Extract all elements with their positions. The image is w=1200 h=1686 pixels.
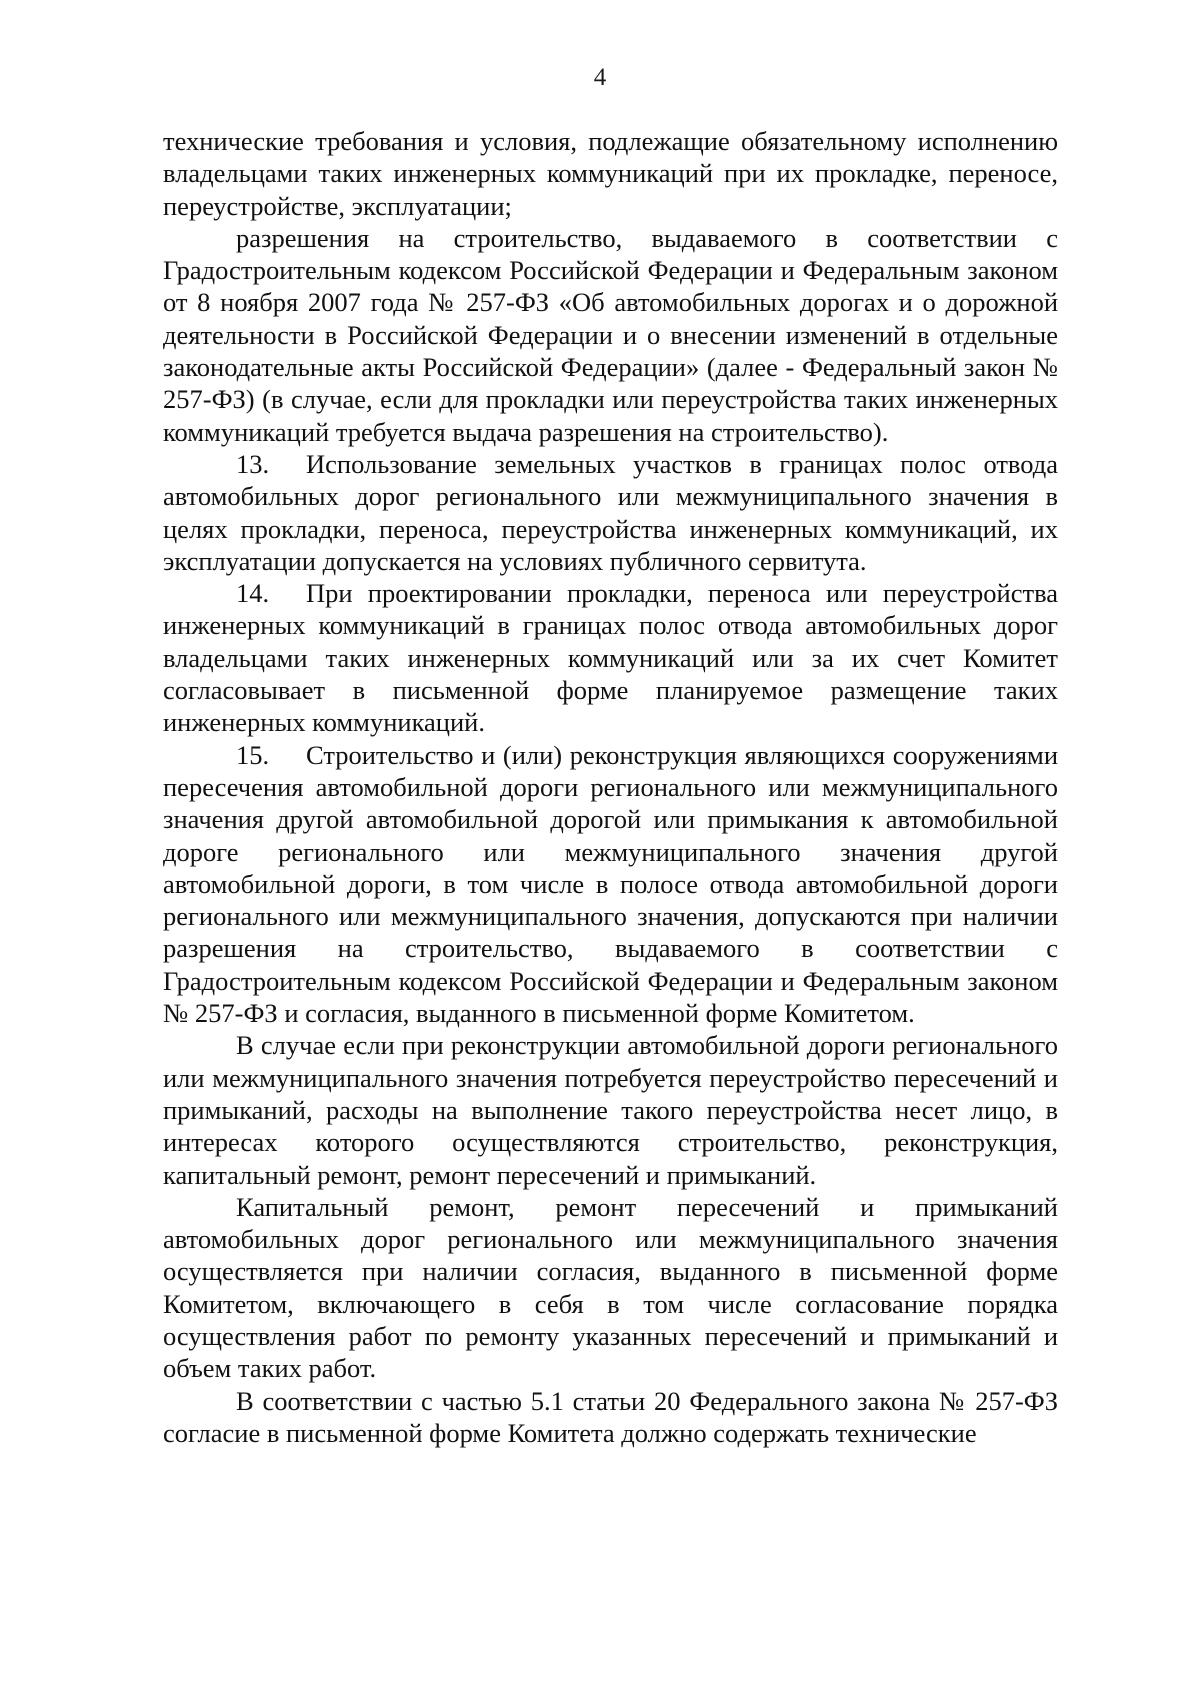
paragraph-text: Использование земельных участков в границах полос отвода автомобильных дорог регионального или межмуниципального значения в целях прокладки, переноса, переустройства инженерных коммуникаций, их эксплуатации допускается на условиях публичного сервитута. xyxy=(163,448,1058,576)
paragraph-building-permit: разрешения на строительство, выдаваемого в соответствии с Градостроительным кодексом Российской Федерации и Федеральным законом от 8 ноября 2007 года № 257-ФЗ «Об автомобильных дорогах и о дорожной деятельности в Российской Федерации и о внесении изменений в отдельные законодательные акты Российской Федерации» (далее - Федеральный закон № 257-ФЗ) (в случае, если для прокладки или переустройства таких инженерных коммуникаций требуется выдача разрешения на строительство). xyxy=(163,222,1058,447)
page-number: 4 xyxy=(593,64,607,91)
paragraph-consent-content: В соответствии с частью 5.1 статьи 20 Федерального закона № 257-ФЗ согласие в письменной форме Комитета должно содержать технические xyxy=(163,1385,1058,1448)
paragraph-reconstruction-costs: В случае если при реконструкции автомобильной дороги регионального или межмуниципального значения потребуется переустройство пересечений и примыканий, расходы на выполнение такого переустройства несет лицо, в интересах которого осуществляются строительство, реконструкция, капитальный ремонт, ремонт пересечений и примыканий. xyxy=(163,1030,1058,1190)
item-number: 15. xyxy=(236,739,270,770)
item-number: 14. xyxy=(236,578,270,609)
paragraph-text: Строительство и (или) реконструкция являющихся сооружениями пересечения автомобильной дороги регионального или межмуниципального значения другой автомобильной дорогой или примыкания к автомобильной дороге регионального или межмуниципального значения другой автомобильной дороги, в том числе в полосе отвода автомобильной дороги регионального или межмуниципального значения, допускаются при наличии разрешения на строительство, выдаваемого в соответствии с Градостроительным кодексом Российской Федерации и Федеральным законом № 257-ФЗ и согласия, выданного в письменной форме Комитетом. xyxy=(163,739,1058,1029)
document-body xyxy=(163,125,1058,1449)
paragraph-14 xyxy=(163,577,1058,738)
paragraph-13 xyxy=(163,448,1058,577)
item-number: 13. xyxy=(236,448,270,479)
paragraph-capital-repair: Капитальный ремонт, ремонт пересечений и примыканий автомобильных дорог регионального или межмуниципального значения осуществляется при наличии согласия, выданного в письменной форме Комитетом, включающего в себя в том числе согласование порядка осуществления работ по ремонту указанных пересечений и примыканий и объем таких работ. xyxy=(163,1191,1058,1384)
paragraph-15 xyxy=(163,739,1058,1030)
paragraph-text: При проектировании прокладки, переноса или переустройства инженерных коммуникаций в границах полос отвода автомобильных дорог владельцами таких инженерных коммуникаций или за их счет Комитет согласовывает в письменной форме планируемое размещение таких инженерных коммуникаций. xyxy=(163,578,1058,738)
paragraph-technical-requirements: технические требования и условия, подлежащие обязательному исполнению владельцами таких инженерных коммуникаций при их прокладке, переносе, переустройстве, эксплуатации; xyxy=(163,126,1058,221)
